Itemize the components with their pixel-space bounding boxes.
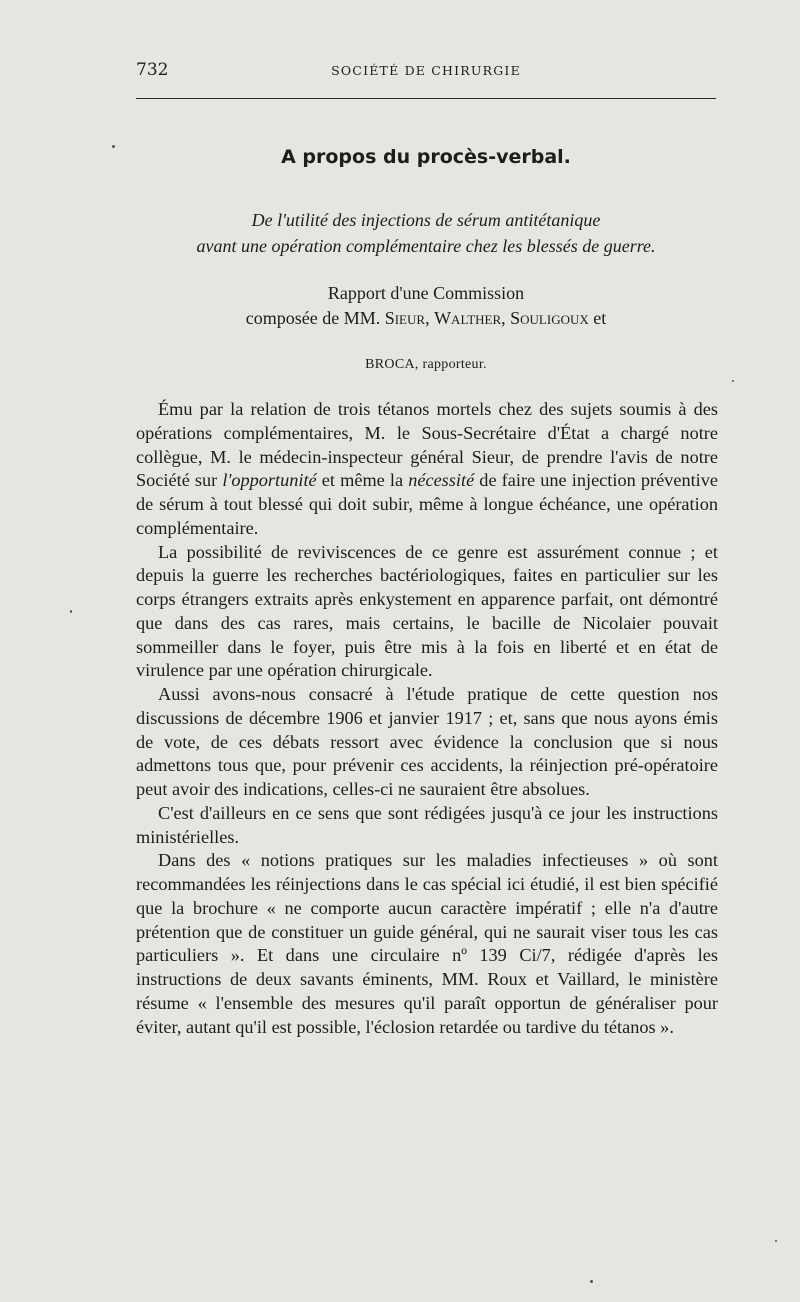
paragraph: Dans des « notions pratiques sur les maladies infectieuses » où sont recommandées les réinjections dans le cas spécial ici étudié, il est bien spécifié que la brochure « ne comporte aucun caractère impératif ; elle n'a d'autre prétention que de constituer un guide général, qui ne saurait viser tous les cas particuliers ». Et dans une circulaire nº 139 Ci/7, rédigée d'après les instructions de deux savants éminents, MM. Roux et Vaillard, le ministère résume « l'ensemble des mesures qu'il paraît opportun de généraliser pour éviter, autant qu'il est possible, l'éclosion retardée ou tardive du tétanos ». (136, 850, 718, 1037)
report-intro: Rapport d'une Commission (327, 283, 525, 303)
emphasis: l'opportunité (222, 470, 317, 491)
emphasis: nécessité (408, 470, 475, 491)
running-title: SOCIÉTÉ DE CHIRURGIE (331, 63, 521, 78)
members-and: et (593, 308, 607, 328)
paragraph: Aussi avons-nous consacré à l'étude pratique de cette question nos discussions de décembre 1906 et janvier 1917 ; et, sans que nous ayons émis de vote, de ces débats ressort avec évidence la conclusion que si nous admettons tous que, pour prévenir ces accidents, la réinjection pré-opératoire peut avoir des indications, celles-ci ne sauraient être absolues. (136, 684, 718, 799)
paper-speck (590, 1280, 593, 1283)
commission-members (136, 308, 716, 329)
rapporteur: BROCA, rapporteur. (365, 357, 487, 372)
composed-prefix: composée de MM. (245, 308, 381, 328)
paper-speck (112, 145, 115, 148)
article-subtitle (136, 207, 716, 259)
member-separator: , (501, 308, 506, 328)
member-name: Walther (434, 308, 502, 328)
paragraph: Ému par la relation de trois tétanos mortels chez des sujets soumis à des opérations complémentaires, M. le Sous-Secrétaire d'État a chargé notre collègue, M. le médecin-inspecteur général Sieur, de prendre l'avis de notre Société sur l'opportunité et même la nécessité de faire une injection préventive de sérum à tout blessé qui doit subir, même à longue échéance, une opération complémentaire. (136, 399, 718, 538)
header-rule (136, 98, 716, 99)
paper-speck (775, 1240, 777, 1242)
paper-speck (732, 380, 734, 382)
paragraph: C'est d'ailleurs en ce sens que sont rédigées jusqu'à ce jour les instructions ministérielles. (136, 802, 718, 847)
member-separator: , (425, 308, 430, 328)
body-text (136, 398, 718, 1039)
article-title: A propos du procès-verbal. (281, 146, 571, 168)
subtitle-line-1: De l'utilité des injections de sérum antitétanique (251, 210, 601, 230)
paper-speck (70, 610, 72, 613)
subtitle-line-2: avant une opération complémentaire chez les blessés de guerre. (196, 236, 656, 256)
page-number: 732 (136, 60, 169, 80)
member-name: Sieur (384, 308, 426, 328)
running-head (136, 60, 716, 84)
member-name: Souligoux (510, 308, 589, 328)
paragraph: La possibilité de reviviscences de ce genre est assurément connue ; et depuis la guerre les recherches bactériologiques, faites en particulier sur les corps étrangers extraits après enkystement en apparence parfait, ont démontré que dans des cas rares, mais certains, le bacille de Nicolaier pouvait sommeiller dans le foyer, puis être mis à la fois en liberté et en état de virulence par une opération chirurgicale. (136, 541, 718, 681)
